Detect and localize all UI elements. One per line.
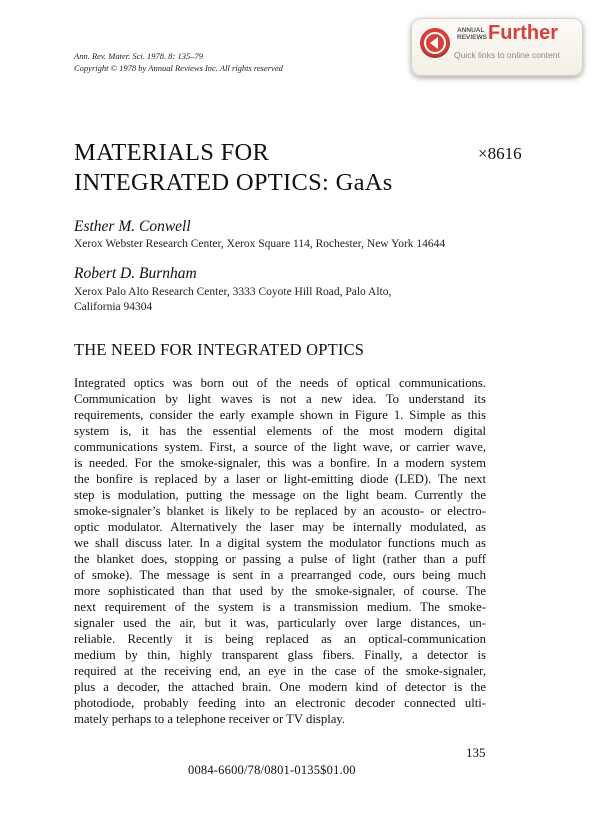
paragraph-line: more sophisticated than that used by the smoke-signaler, of course. The — [74, 584, 486, 598]
left-arrow-circle-icon — [420, 28, 450, 58]
paragraph-line: the bonfire is replaced by a laser or light-emitting diode (LED). The next — [74, 472, 486, 486]
citation-line: Ann. Rev. Mater. Sci. 1978. 8: 135–79 — [74, 51, 203, 61]
affiliation-line: Xerox Webster Research Center, Xerox Square 114, Rochester, New York 14644 — [74, 238, 446, 250]
paragraph-line: system is, it has the essential elements of the most modern digital — [74, 424, 486, 438]
paragraph-line: signaler used the air, but it was, particularly over large distances, un- — [74, 616, 486, 630]
paragraph-line: Integrated optics was born out of the needs of optical communications. — [74, 376, 486, 390]
author-affiliation — [74, 237, 544, 252]
paragraph-line: optic modulator. Alternatively the laser may be internally modulated, as — [74, 520, 486, 534]
affiliation-line: California 94304 — [74, 301, 153, 313]
paragraph-line: the blanket does, stopping or passing a pulse of light (rather than a puff — [74, 552, 486, 566]
paragraph-line: medium by thin, highly transparent glass fibers. Finally, a detector is — [74, 648, 486, 662]
author-name: Robert D. Burnham — [74, 265, 197, 282]
paragraph-line: requirements, consider the early example shown in Figure 1. Simple as this — [74, 408, 486, 422]
body-paragraph — [74, 375, 486, 727]
article-title — [74, 138, 393, 198]
copyright-line: Copyright © 1978 by Annual Reviews Inc. All rights reserved — [74, 63, 283, 73]
article-code: ×8616 — [478, 144, 522, 163]
further-banner[interactable] — [411, 18, 583, 76]
paragraph-line: is needed. For the smoke-signaler, this was a bonfire. In a modern system — [74, 456, 486, 470]
author-name: Esther M. Conwell — [74, 218, 191, 235]
paragraph-line: communications system. First, a source of the light wave, or carrier wave, — [74, 440, 486, 454]
paragraph-line: mately perhaps to a telephone receiver or TV display. — [74, 712, 346, 726]
paragraph-line: we shall discuss later. In a digital system the modulator functions much as — [74, 536, 486, 550]
section-heading: THE NEED FOR INTEGRATED OPTICS — [74, 340, 365, 359]
paragraph-line: plus a decoder, the attached brain. One modern kind of detector is the — [74, 680, 486, 694]
logo-annual: ANNUAL — [457, 27, 485, 34]
paragraph-line: required at the receiving end, an eye in the case of the smoke-signaler, — [74, 664, 486, 678]
page-number: 135 — [466, 745, 486, 760]
paragraph-line: of smoke). The message is sent in a prearranged code, ours being much — [74, 568, 486, 582]
paragraph-line: reliable. Recently it is being replaced as an optical-communication — [74, 632, 486, 646]
journal-citation — [74, 50, 283, 74]
title-line: MATERIALS FOR — [74, 139, 270, 166]
paragraph-line: smoke-signaler’s blanket is likely to be replaced by an acousto- or electro- — [74, 504, 486, 518]
paragraph-line: next requirement of the system is a transmission medium. The smoke- — [74, 600, 486, 614]
author-affiliation — [74, 285, 474, 315]
affiliation-line: Xerox Palo Alto Research Center, 3333 Coyote Hill Road, Palo Alto, — [74, 286, 392, 298]
paragraph-line: step is modulation, putting the message on the light beam. Currently the — [74, 488, 486, 502]
quick-links-label[interactable]: Quick links to online content — [454, 50, 560, 60]
paragraph-line: Communication by light waves is not a new idea. To understand its — [74, 392, 486, 406]
annual-reviews-logo — [457, 27, 487, 41]
further-label: Further — [488, 22, 558, 44]
title-line: INTEGRATED OPTICS: GaAs — [74, 169, 393, 196]
logo-reviews: REVIEWS — [457, 34, 487, 41]
footer-code: 0084-6600/78/0801-0135$01.00 — [188, 763, 356, 777]
paragraph-line: photodiode, probably feeding into an electronic decoder connected ulti- — [74, 696, 486, 710]
